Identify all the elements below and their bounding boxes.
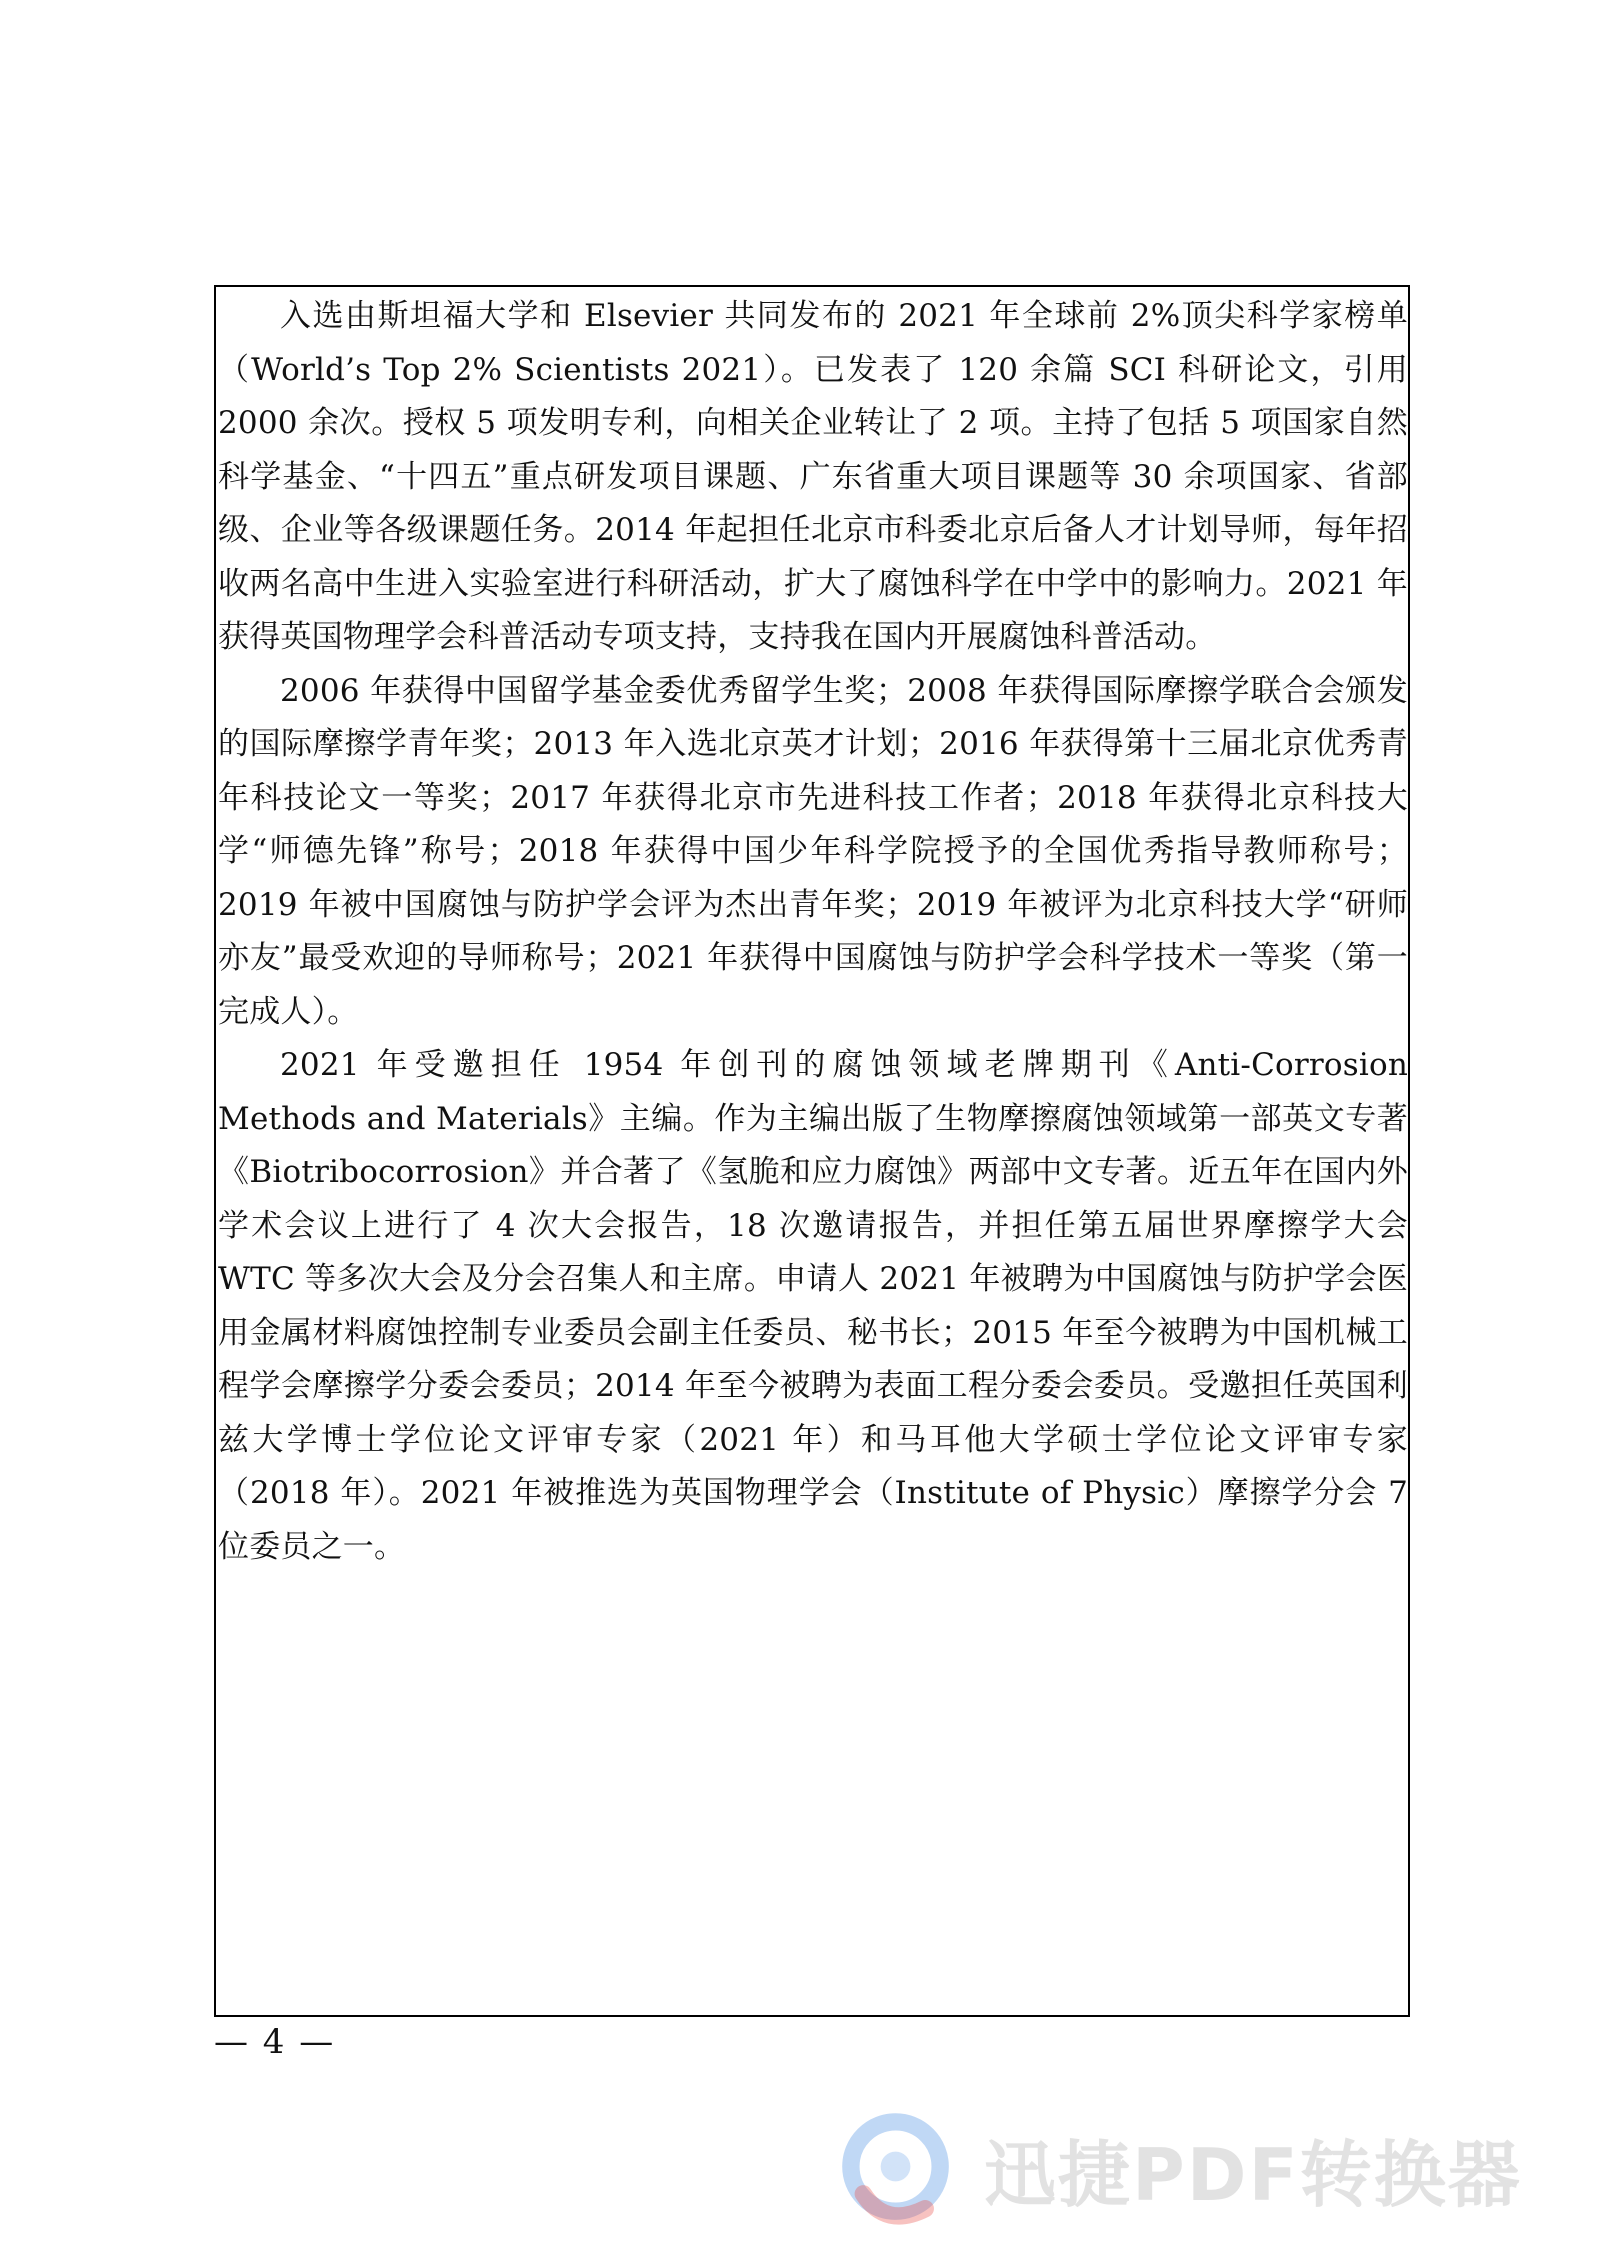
page-number: — 4 — bbox=[214, 2022, 336, 2062]
paragraph-service: 2021 年受邀担任 1954 年创刊的腐蚀领域老牌期刊《Anti-Corrosion Methods and Materials》主编。作为主编出版了生物摩擦腐蚀领域第一部英文专著《Biotribocorrosion》并合著了《氢脆和应力腐蚀》两部中文专著。近五年在国内外学术会议上进行了 4 次大会报告，18 次邀请报告，并担任第五届世界摩擦学大会 WTC 等多次大会及分会召集人和主席。申请人 2021 年被聘为中国腐蚀与防护学会医用金属材料腐蚀控制专业委员会副主任委员、秘书长；2015 年至今被聘为中国机械工程学会摩擦学分委会委员；2014 年至今被聘为表面工程分委会委员。受邀担任英国利兹大学博士学位论文评审专家（2021 年）和马耳他大学硕士学位论文评审专家（2018 年）。2021 年被推选为英国物理学会（Institute of Physic）摩擦学分会 7 位委员之一。 bbox=[218, 1047, 1408, 1565]
pdf-converter-logo-icon bbox=[836, 2107, 960, 2231]
paragraph-publications: 入选由斯坦福大学和 Elsevier 共同发布的 2021 年全球前 2%顶尖科学家榜单（World’s Top 2% Scientists 2021）。已发表了 120 余篇 SCI 科研论文，引用 2000 余次。授权 5 项发明专利，向相关企业转让了 2 项。主持了包括 5 项国家自然科学基金、“十四五”重点研发项目课题、广东省重大项目课题等 30 余项国家、省部级、企业等各级课题任务。2014 年起担任北京市科委北京后备人才计划导师，每年招收两名高中生进入实验室进行科研活动，扩大了腐蚀科学在中学中的影响力。2021 年获得英国物理学会科普活动专项支持，支持我在国内开展腐蚀科普活动。 bbox=[218, 298, 1408, 655]
document-body bbox=[218, 290, 1408, 1574]
watermark bbox=[836, 2104, 1522, 2234]
watermark-text: 迅捷PDF转换器 bbox=[984, 2133, 1522, 2217]
paragraph-awards: 2006 年获得中国留学基金委优秀留学生奖；2008 年获得国际摩擦学联合会颁发的国际摩擦学青年奖；2013 年入选北京英才计划；2016 年获得第十三届北京优秀青年科技论文一等奖；2017 年获得北京市先进科技工作者；2018 年获得北京科技大学“师德先锋”称号；2018 年获得中国少年科学院授予的全国优秀指导教师称号；2019 年被中国腐蚀与防护学会评为杰出青年奖；2019 年被评为北京科技大学“研师亦友”最受欢迎的导师称号；2021 年获得中国腐蚀与防护学会科学技术一等奖（第一完成人）。 bbox=[218, 672, 1408, 1030]
